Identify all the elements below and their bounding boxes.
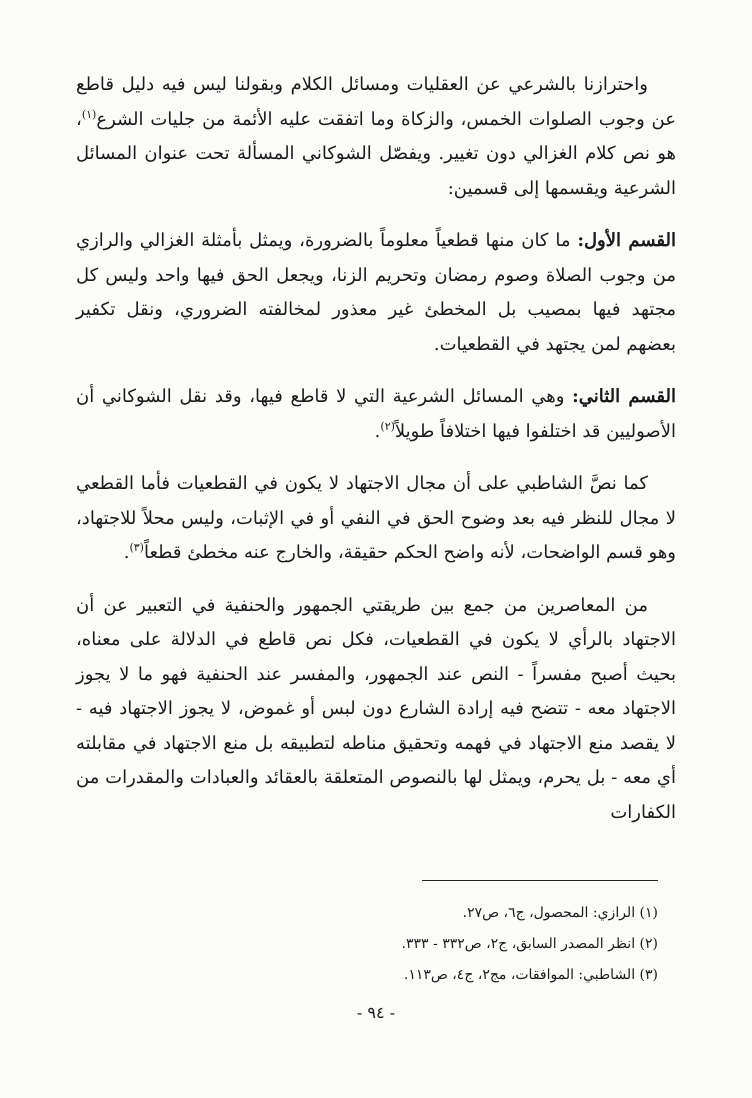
paragraph-text-continued: ، هو نص كلام الغزالي دون تغيير. ويفصّل الشوكاني المسألة تحت عنوان المسائل الشرعية ويقسمها إلى قسمين: bbox=[76, 108, 676, 199]
body-text bbox=[76, 68, 676, 848]
footnote-ref[interactable]: (٢) bbox=[380, 419, 395, 433]
paragraph-text: ما كان منها قطعياً معلوماً بالضرورة، ويمثل بأمثلة الغزالي والرازي من وجوب الصلاة وصوم رمضان وتحريم الزنا، ويجعل الحق فيها واحد وليس كل مجتهد فيها بمصيب بل المخطئ غير معذور لمخالفته الضروري، ونقل تكفير بعضهم لمن يجتهد في القطعيات. bbox=[76, 230, 676, 355]
footnote-3: (٣) الشاطبي: الموافقات، مج٢، ج٤، ص١١٣. bbox=[403, 967, 658, 983]
footnote-1: (١) الرازي: المحصول، ج٦، ص٢٧. bbox=[462, 905, 658, 921]
footnote-ref[interactable]: (١) bbox=[81, 107, 97, 121]
paragraph-intro bbox=[76, 68, 676, 206]
paragraph-first-section bbox=[76, 224, 676, 362]
footnotes bbox=[98, 898, 658, 991]
page-number: - ٩٤ - bbox=[356, 1003, 396, 1022]
paragraph-text-continued: . bbox=[374, 420, 381, 442]
paragraph-text: كما نصَّ الشاطبي على أن مجال الاجتهاد لا يكون في القطعيات فأما القطعي لا مجال للنظر فيه بعد وضوح الحق في النفي أو في الإثبات، وليس محلاً للاجتهاد، وهو قسم الواضحات، لأنه واضح الحكم حقيقة، والخارج عنه مخطئ قطعاً bbox=[76, 473, 676, 563]
paragraph-shatibi bbox=[76, 467, 676, 571]
paragraph-text: وهي المسائل الشرعية التي لا قاطع فيها، وقد نقل الشوكاني أن الأصوليين قد اختلفوا فيها اختلافاً طويلاً bbox=[76, 386, 676, 442]
section-heading: القسم الأول: bbox=[577, 230, 677, 251]
paragraph-text: واحترازنا بالشرعي عن العقليات ومسائل الكلام وبقولنا ليس فيه دليل قاطع عن وجوب الصلوات الخمس، والزكاة وما اتفقت عليه الأئمة من جليات الشرع bbox=[76, 74, 676, 130]
paragraph-text: من المعاصرين من جمع بين طريقتي الجمهور والحنفية في التعبير عن أن الاجتهاد بالرأي لا يكون في القطعيات، فكل نص قاطع في الدلالة على معناه، بحيث أصبح مفسراً - النص عند الجمهور، والمفسر عند الحنفية فهو ما لا يجوز الاجتهاد معه - تتضح فيه إرادة الشارع دون لبس أو غموض، لا يجوز الاجتهاد فيه - لا يقصد منع الاجتهاد في فهمه وتحقيق مناطه لتطبيقه بل منع الاجتهاد في مقابلته أي معه - بل يحرم، ويمثل لها بالنصوص المتعلقة بالعقائد والعبادات والمقدرات من الكفارات bbox=[76, 594, 676, 823]
footnote-ref[interactable]: (٣) bbox=[129, 541, 144, 554]
paragraph-second-section bbox=[76, 380, 676, 449]
paragraph-contemporaries bbox=[76, 589, 676, 831]
footnote-2: (٢) انظر المصدر السابق، ج٢، ص٣٣٢ - ٣٣٣. bbox=[401, 936, 658, 952]
footnote-divider bbox=[422, 880, 658, 881]
paragraph-text-continued: . bbox=[123, 542, 130, 563]
section-heading: القسم الثاني: bbox=[572, 386, 676, 407]
